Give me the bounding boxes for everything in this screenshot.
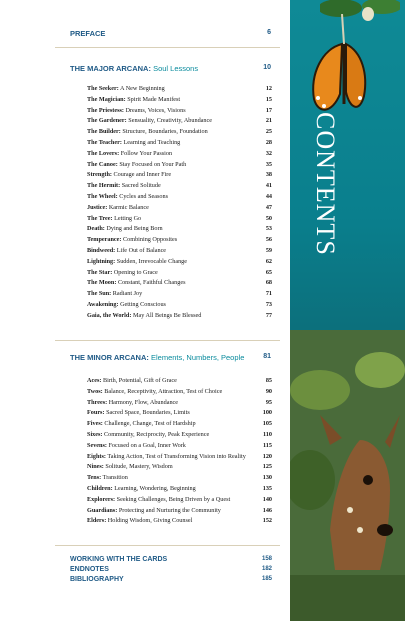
toc-entry[interactable] bbox=[87, 506, 272, 517]
toc-entry-description: Cycles and Seasons bbox=[119, 192, 169, 200]
toc-entry-page-number: 15 bbox=[265, 95, 272, 103]
toc-entry-name: Awakening: bbox=[87, 300, 119, 308]
minor-arcana-subtitle: Elements, Numbers, People bbox=[150, 353, 245, 362]
toc-entry-page-number: 62 bbox=[265, 257, 272, 265]
toc-entry-label bbox=[87, 484, 196, 495]
major-arcana-title: THE MAJOR ARCANA: bbox=[70, 64, 151, 73]
toc-entry-label bbox=[87, 289, 142, 300]
toc-entry[interactable] bbox=[87, 224, 272, 235]
back-matter-entry[interactable] bbox=[70, 556, 272, 566]
toc-entry-page-number: 100 bbox=[262, 409, 272, 417]
toc-entry-page-number: 105 bbox=[262, 420, 272, 428]
toc-entry-page-number: 68 bbox=[265, 279, 272, 287]
toc-entry-page-number: 90 bbox=[265, 387, 272, 395]
toc-entry-label bbox=[87, 160, 186, 171]
toc-entry-page-number: 32 bbox=[265, 149, 272, 157]
toc-entry-description: Protecting and Nurturing the Community bbox=[118, 506, 221, 514]
toc-entry-label bbox=[87, 398, 178, 409]
toc-entry-page-number: 152 bbox=[262, 517, 272, 525]
toc-entry-page-number: 47 bbox=[265, 203, 272, 211]
toc-entry-label bbox=[87, 170, 171, 181]
minor-arcana-heading[interactable] bbox=[70, 353, 270, 362]
toc-entry-page-number: 25 bbox=[265, 128, 272, 136]
toc-entry-name: Justice: bbox=[87, 203, 108, 211]
back-matter-page-number: 182 bbox=[261, 566, 272, 572]
divider bbox=[55, 545, 280, 546]
preface-heading[interactable] bbox=[70, 29, 270, 38]
toc-entry[interactable] bbox=[87, 160, 272, 171]
toc-entry[interactable] bbox=[87, 257, 272, 268]
toc-entry-name: The Seeker: bbox=[87, 85, 119, 92]
toc-entry-name: Strength: bbox=[87, 171, 112, 179]
toc-entry[interactable] bbox=[87, 246, 272, 257]
toc-entry-label bbox=[87, 408, 190, 419]
toc-entry-label bbox=[87, 473, 128, 484]
toc-entry-name: Death: bbox=[87, 225, 105, 233]
toc-entry-name: The Canoe: bbox=[87, 160, 118, 168]
toc-entry-description: Focused on a Goal, Inner Work bbox=[108, 441, 186, 449]
toc-entry-label bbox=[87, 203, 149, 214]
toc-entry-name: Nines: bbox=[87, 463, 104, 471]
toc-entry-description: Sacred Space, Boundaries, Limits bbox=[106, 409, 190, 417]
toc-entry-name: Lightning: bbox=[87, 257, 116, 265]
toc-entry-label bbox=[87, 257, 187, 268]
toc-entry-description: Sacred Solitude bbox=[121, 182, 161, 190]
toc-entry-description: Constant, Faithful Changes bbox=[117, 279, 186, 287]
preface-page-number: 6 bbox=[267, 29, 271, 36]
toc-entry-page-number: 65 bbox=[265, 268, 272, 276]
toc-entry-name: Twos: bbox=[87, 387, 103, 395]
toc-entry-name: Gaia, the World: bbox=[87, 311, 132, 319]
toc-entry-description: Structure, Boundaries, Foundation bbox=[122, 128, 208, 136]
major-arcana-heading[interactable] bbox=[70, 64, 270, 73]
toc-entry-name: Elders: bbox=[87, 517, 107, 525]
toc-entry-label bbox=[87, 84, 165, 95]
toc-entry-label bbox=[87, 278, 185, 289]
toc-entry-name: Threes: bbox=[87, 398, 108, 406]
divider bbox=[55, 47, 280, 48]
toc-entry-page-number: 140 bbox=[262, 495, 272, 503]
back-matter-entry[interactable] bbox=[70, 566, 272, 576]
toc-entry-name: The Priestess: bbox=[87, 106, 124, 114]
toc-entry-page-number: 12 bbox=[265, 85, 272, 92]
toc-entry-name: The Magician: bbox=[87, 95, 126, 103]
toc-entry[interactable] bbox=[87, 398, 272, 409]
toc-entry[interactable] bbox=[87, 473, 272, 484]
toc-entry-page-number: 110 bbox=[263, 430, 272, 438]
major-arcana-list bbox=[87, 84, 272, 322]
toc-entry-label bbox=[87, 127, 208, 138]
toc-entry-label bbox=[87, 300, 166, 311]
toc-entry-page-number: 44 bbox=[265, 192, 272, 200]
toc-entry[interactable] bbox=[87, 181, 272, 192]
toc-entry-label bbox=[87, 311, 201, 322]
toc-entry-description: Dreams, Voices, Visions bbox=[125, 106, 186, 114]
toc-entry-name: Children: bbox=[87, 484, 113, 492]
major-arcana-page-number: 10 bbox=[263, 64, 271, 71]
toc-entry-description: Sudden, Irrevocable Change bbox=[116, 257, 188, 265]
toc-entry-page-number: 85 bbox=[265, 377, 272, 384]
toc-entry[interactable] bbox=[87, 376, 272, 387]
toc-entry-label bbox=[87, 387, 222, 398]
toc-entry-description: Balance, Receptivity, Attraction, Test of Choice bbox=[104, 387, 223, 395]
toc-entry[interactable] bbox=[87, 203, 272, 214]
toc-entry[interactable] bbox=[87, 138, 272, 149]
toc-entry-name: Guardians: bbox=[87, 506, 118, 514]
toc-entry-page-number: 35 bbox=[265, 160, 272, 168]
toc-entry-page-number: 21 bbox=[265, 117, 272, 125]
toc-entry-page-number: 71 bbox=[265, 290, 272, 298]
toc-entry-label bbox=[87, 376, 177, 387]
toc-entry-page-number: 125 bbox=[262, 463, 272, 471]
toc-entry[interactable] bbox=[87, 278, 272, 289]
toc-entry[interactable] bbox=[87, 214, 272, 225]
toc-entry-description: Opening to Grace bbox=[113, 268, 158, 276]
toc-entry[interactable] bbox=[87, 106, 272, 117]
toc-entry-description: Life Out of Balance bbox=[116, 246, 167, 254]
toc-entry-name: Sevens: bbox=[87, 441, 107, 449]
toc-entry-name: The Tree: bbox=[87, 214, 113, 222]
toc-entry-label bbox=[87, 506, 221, 517]
toc-entry-name: Tens: bbox=[87, 474, 102, 482]
toc-entry-description: Combining Opposites bbox=[123, 236, 178, 244]
toc-entry-name: Aces: bbox=[87, 377, 102, 384]
toc-entry[interactable] bbox=[87, 484, 272, 495]
toc-entry[interactable] bbox=[87, 235, 272, 246]
toc-entry-description: Sensuality, Creativity, Abundance bbox=[128, 117, 212, 125]
decorative-band bbox=[290, 0, 405, 621]
toc-entry-name: Bindweed: bbox=[87, 246, 116, 254]
contents-title-text: CONTENTS bbox=[311, 112, 340, 256]
back-matter-label: WORKING WITH THE CARDS bbox=[70, 556, 168, 563]
toc-entry[interactable] bbox=[87, 300, 272, 311]
toc-entry-description: Karmic Balance bbox=[108, 203, 149, 211]
toc-entry-name: Fours: bbox=[87, 409, 105, 417]
preface-label: PREFACE bbox=[70, 29, 106, 38]
butterfly-illustration bbox=[302, 14, 372, 124]
toc-entry-page-number: 50 bbox=[265, 214, 272, 222]
major-arcana-subtitle: Soul Lessons bbox=[153, 64, 199, 73]
toc-entry[interactable] bbox=[87, 289, 272, 300]
toc-entry-label bbox=[87, 181, 161, 192]
toc-entry-label bbox=[87, 106, 186, 117]
back-matter-entry[interactable] bbox=[70, 576, 272, 586]
minor-arcana-title: THE MINOR ARCANA: bbox=[70, 353, 149, 362]
toc-entry[interactable] bbox=[87, 149, 272, 160]
toc-entry-label bbox=[87, 149, 172, 160]
toc-entry-label bbox=[87, 214, 141, 225]
toc-entry-description: Solitude, Mastery, Wisdom bbox=[105, 463, 173, 471]
toc-entry-description: Community, Reciprocity, Peak Experience bbox=[104, 430, 210, 438]
toc-entry-description: Stay Focused on Your Path bbox=[119, 160, 187, 168]
toc-entry-page-number: 135 bbox=[262, 484, 272, 492]
toc-entry[interactable] bbox=[87, 127, 272, 138]
toc-entry-description: Transition bbox=[102, 474, 128, 482]
toc-entry[interactable] bbox=[87, 462, 272, 473]
toc-entry-name: Temperance: bbox=[87, 236, 122, 244]
toc-entry[interactable] bbox=[87, 311, 272, 322]
toc-entry-label bbox=[87, 516, 192, 527]
toc-entry-name: Explorers: bbox=[87, 495, 116, 503]
toc-entry-description: May All Beings Be Blessed bbox=[132, 311, 202, 319]
toc-entry-description: Harmony, Flow, Abundance bbox=[108, 398, 179, 406]
toc-entry[interactable] bbox=[87, 84, 272, 95]
toc-entry-name: The Lovers: bbox=[87, 149, 120, 157]
toc-entry-name: The Sun: bbox=[87, 290, 112, 298]
fawn-forest-illustration bbox=[290, 330, 405, 621]
toc-entry-label bbox=[87, 419, 196, 430]
toc-entry[interactable] bbox=[87, 430, 272, 441]
toc-entry-name: The Hermit: bbox=[87, 182, 121, 190]
toc-entry-page-number: 73 bbox=[265, 300, 272, 308]
toc-entry-description: Learning and Teaching bbox=[123, 138, 181, 146]
toc-entry-description: Letting Go bbox=[114, 214, 142, 222]
toc-entry-name: The Teacher: bbox=[87, 138, 122, 146]
toc-entry-label bbox=[87, 192, 168, 203]
toc-entry[interactable] bbox=[87, 170, 272, 181]
toc-entry-page-number: 115 bbox=[263, 441, 272, 449]
toc-entry-description: Spirit Made Manifest bbox=[127, 95, 181, 103]
toc-entry-description: Challenge, Change, Test of Hardship bbox=[104, 420, 196, 428]
toc-entry-page-number: 146 bbox=[262, 506, 272, 514]
toc-entry-description: Courage and Inner Fire bbox=[113, 171, 172, 179]
minor-arcana-page-number: 81 bbox=[263, 353, 271, 360]
toc-entry[interactable] bbox=[87, 495, 272, 506]
toc-entry-label bbox=[87, 462, 173, 473]
back-matter-page-number: 185 bbox=[261, 576, 272, 582]
toc-entry-name: The Builder: bbox=[87, 128, 121, 136]
toc-entry-label bbox=[87, 441, 186, 452]
back-matter-list bbox=[70, 556, 272, 586]
toc-entry-label bbox=[87, 235, 177, 246]
minor-arcana-list bbox=[87, 376, 272, 527]
toc-entry-label bbox=[87, 138, 180, 149]
toc-entry-label bbox=[87, 224, 163, 235]
toc-entry-name: Fives: bbox=[87, 420, 103, 428]
toc-entry-description: Dying and Being Born bbox=[106, 225, 163, 233]
toc-entry-label bbox=[87, 116, 212, 127]
toc-entry-name: The Gardener: bbox=[87, 117, 127, 125]
toc-entry[interactable] bbox=[87, 387, 272, 398]
toc-entry-page-number: 17 bbox=[265, 106, 272, 114]
divider bbox=[55, 340, 280, 341]
toc-entry-description: Follow Your Passion bbox=[120, 149, 173, 157]
toc-entry[interactable] bbox=[87, 408, 272, 419]
toc-entry[interactable] bbox=[87, 419, 272, 430]
toc-entry-description: Taking Action, Test of Transforming Vision into Reality bbox=[107, 452, 246, 460]
toc-entry-name: The Star: bbox=[87, 268, 113, 276]
toc-entry[interactable] bbox=[87, 192, 272, 203]
toc-entry[interactable] bbox=[87, 516, 272, 527]
toc-entry-label bbox=[87, 452, 246, 463]
toc-entry-description: A New Beginning bbox=[120, 85, 165, 92]
toc-entry-page-number: 59 bbox=[265, 246, 272, 254]
contents-title bbox=[311, 112, 360, 256]
toc-entry-page-number: 120 bbox=[262, 452, 272, 460]
toc-entry-description: Holding Wisdom, Giving Counsel bbox=[107, 517, 193, 525]
back-matter-label: ENDNOTES bbox=[70, 566, 109, 573]
toc-entry-description: Birth, Potential, Gift of Grace bbox=[102, 377, 177, 384]
toc-entry-name: Sixes: bbox=[87, 430, 103, 438]
toc-entry-page-number: 95 bbox=[265, 398, 272, 406]
toc-entry[interactable] bbox=[87, 441, 272, 452]
toc-entry-name: The Moon: bbox=[87, 279, 117, 287]
toc-entry-label bbox=[87, 268, 158, 279]
toc-entry[interactable] bbox=[87, 268, 272, 279]
toc-entry-page-number: 56 bbox=[265, 236, 272, 244]
toc-entry[interactable] bbox=[87, 116, 272, 127]
toc-entry-description: Getting Conscious bbox=[120, 300, 166, 308]
toc-entry-label bbox=[87, 495, 230, 506]
toc-entry-page-number: 53 bbox=[265, 225, 272, 233]
toc-entry-description: Seeking Challenges, Being Driven by a Quest bbox=[116, 495, 231, 503]
toc-entry-page-number: 130 bbox=[262, 474, 272, 482]
toc-entry-label bbox=[87, 430, 209, 441]
toc-entry-page-number: 28 bbox=[265, 138, 272, 146]
back-matter-label: BIBLIOGRAPHY bbox=[70, 576, 124, 583]
toc-entry-description: Learning, Wondering, Beginning bbox=[114, 484, 196, 492]
back-matter-page-number: 158 bbox=[261, 556, 272, 562]
toc-entry-description: Radiant Joy bbox=[112, 290, 143, 298]
toc-entry-label bbox=[87, 246, 166, 257]
toc-entry[interactable] bbox=[87, 95, 272, 106]
toc-entry-page-number: 41 bbox=[265, 182, 272, 190]
toc-entry[interactable] bbox=[87, 452, 272, 463]
toc-entry-name: The Wheel: bbox=[87, 192, 118, 200]
toc-entry-page-number: 77 bbox=[265, 311, 272, 319]
toc-entry-label bbox=[87, 95, 180, 106]
toc-entry-page-number: 38 bbox=[265, 171, 272, 179]
toc-entry-name: Eights: bbox=[87, 452, 106, 460]
